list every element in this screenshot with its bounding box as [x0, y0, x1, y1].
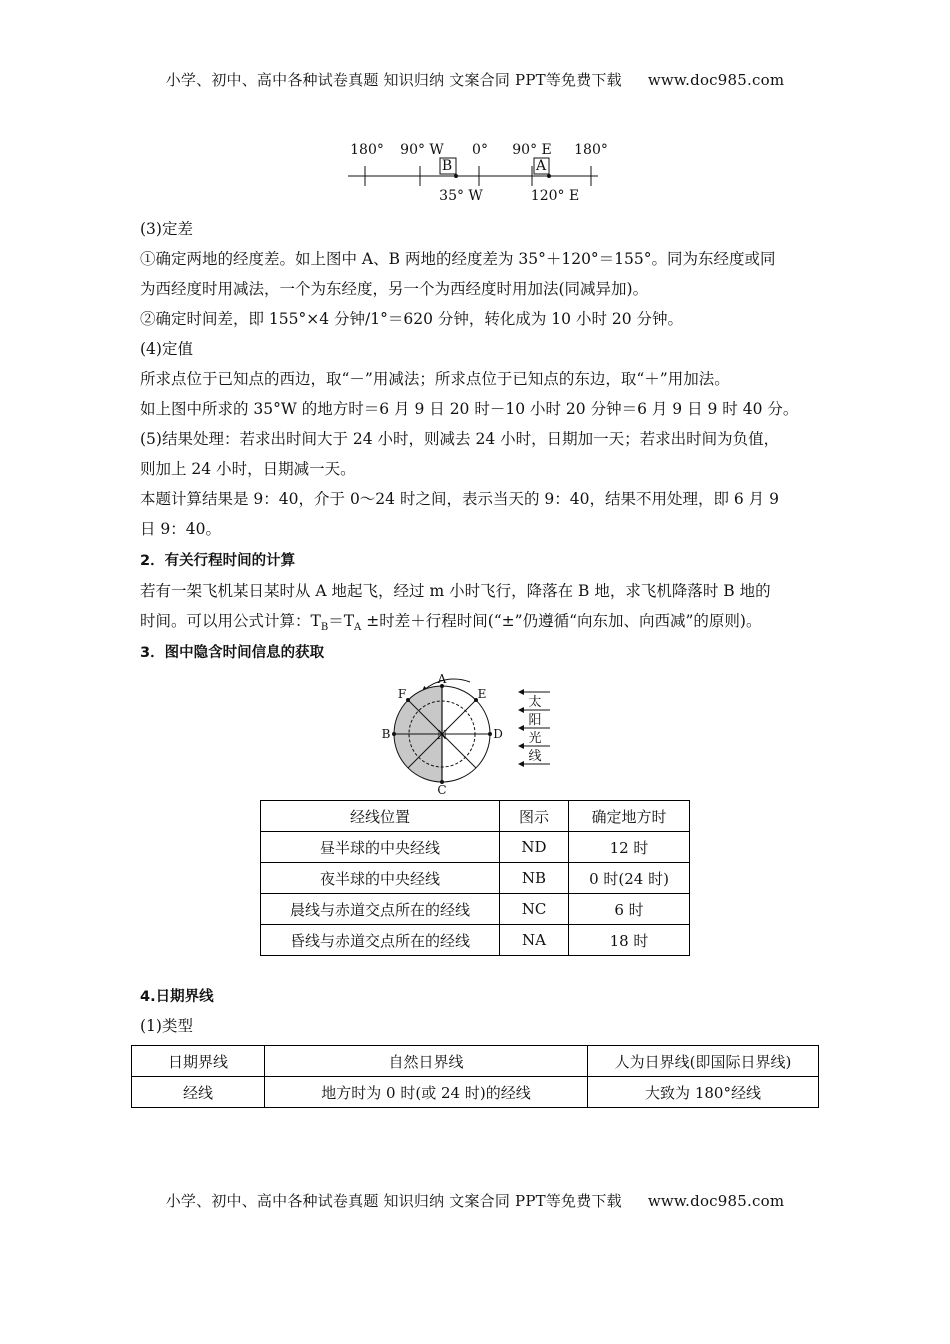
table-cell: NB [500, 863, 569, 894]
sun-char-2: 阳 [528, 713, 542, 728]
meridian-time-table [260, 800, 690, 956]
date-line-table [131, 1045, 819, 1108]
page-header [0, 69, 950, 90]
para-l14: (1)类型 [140, 1017, 193, 1035]
page-footer [0, 1190, 950, 1211]
para-l9: 则加上 24 小时，日期减一天。 [140, 460, 356, 478]
footer-text: 小学、初中、高中各种试卷真题 知识归纳 文案合同 PPT等免费下载 [165, 1192, 622, 1210]
para-l2: ①确定两地的经度差。如上图中 A、B 两地的经度差为 35°＋120°＝155°。同为东经度或同 [140, 250, 776, 268]
point-a-label: A [535, 158, 547, 174]
footer-url[interactable]: www.doc985.com [647, 1192, 785, 1210]
formula-sub-b: B [320, 622, 329, 634]
lon-label-90w: 90° W [400, 142, 444, 158]
para-l11: 日 9：40。 [140, 520, 222, 538]
sun-char-3: 光 [528, 731, 542, 746]
table-header-cell: 确定地方时 [569, 801, 690, 832]
para-l10: 本题计算结果是 9：40，介于 0～24 时之间，表示当天的 9：40，结果不用处理，即 6 月 9 [140, 490, 779, 508]
heading-2: 2．有关行程时间的计算 [140, 553, 296, 569]
table-row [261, 894, 690, 925]
day-night-circle-diagram [380, 670, 560, 796]
formula-part-a: 时间。可以用公式计算：T [140, 612, 321, 630]
table-cell: 夜半球的中央经线 [261, 863, 500, 894]
table-cell: 6 时 [569, 894, 690, 925]
table-cell: 晨线与赤道交点所在的经线 [261, 894, 500, 925]
lon-label-35w: 35° W [439, 188, 483, 204]
point-b-label: B [441, 158, 453, 174]
table-header-cell: 经线位置 [261, 801, 500, 832]
table-row [261, 925, 690, 956]
sun-char-1: 太 [528, 695, 542, 710]
table-cell: 经线 [132, 1077, 265, 1108]
header-text: 小学、初中、高中各种试卷真题 知识归纳 文案合同 PPT等免费下载 [165, 71, 622, 89]
table-cell: 昼半球的中央经线 [261, 832, 500, 863]
table-cell: 大致为 180°经线 [588, 1077, 819, 1108]
table-row [261, 863, 690, 894]
para-l4: ②确定时间差，即 155°×4 分钟/1°＝620 分钟，转化成为 10 小时 20 分钟。 [140, 310, 684, 328]
formula-part-c: ±时差＋行程时间(“±”仍遵循“向东加、向西减”的原则)。 [361, 612, 762, 630]
point-C: C [437, 783, 447, 796]
header-url[interactable]: www.doc985.com [647, 71, 785, 89]
point-b-dot [454, 174, 458, 178]
table-cell: 12 时 [569, 832, 690, 863]
formula-sub-a: A [354, 622, 362, 634]
para-l7: 如上图中所求的 35°W 的地方时＝6 月 9 日 20 时－10 小时 20 分钟＝6 月 9 日 9 时 40 分。 [140, 400, 799, 418]
table-cell: 昏线与赤道交点所在的经线 [261, 925, 500, 956]
para-l12: 若有一架飞机某日某时从 A 地起飞，经过 m 小时飞行，降落在 B 地，求飞机降落时 B 地的 [140, 582, 771, 600]
table-cell: NC [500, 894, 569, 925]
table-header-cell: 图示 [500, 801, 569, 832]
point-N: N [436, 728, 448, 742]
lon-label-120e: 120° E [530, 188, 580, 204]
table-cell: ND [500, 832, 569, 863]
para-l1: (3)定差 [140, 220, 193, 238]
table-header-cell: 自然日界线 [265, 1046, 588, 1077]
heading-4: 4.日期界线 [140, 989, 214, 1005]
point-B: B [381, 727, 391, 741]
table-row [132, 1077, 819, 1108]
table-cell: NA [500, 925, 569, 956]
table-row [261, 832, 690, 863]
point-a-dot [547, 174, 551, 178]
lon-label-180e: 180° [574, 142, 608, 158]
formula-part-b: ＝T [328, 612, 355, 630]
para-l5: (4)定值 [140, 340, 193, 358]
table-cell: 地方时为 0 时(或 24 时)的经线 [265, 1077, 588, 1108]
para-l3: 为西经度时用减法，一个为东经度，另一个为西经度时用加法(同减异加)。 [140, 280, 649, 298]
table-header-row [132, 1046, 819, 1077]
table-cell: 0 时(24 时) [569, 863, 690, 894]
table-header-cell: 人为日界线(即国际日界线) [588, 1046, 819, 1077]
point-A: A [437, 672, 447, 686]
table-header-row [261, 801, 690, 832]
point-F: F [397, 687, 407, 701]
table-header-cell: 日期界线 [132, 1046, 265, 1077]
sun-char-4: 线 [528, 749, 542, 764]
longitude-diagram [340, 136, 610, 208]
para-l6: 所求点位于已知点的西边，取“－”用减法；所求点位于已知点的东边，取“＋”用加法。 [140, 370, 730, 388]
para-l8: (5)结果处理：若求出时间大于 24 小时，则减去 24 小时，日期加一天；若求出时间为负值， [140, 430, 780, 448]
heading-3: 3．图中隐含时间信息的获取 [140, 645, 325, 661]
lon-label-90e: 90° E [512, 142, 552, 158]
point-D: D [493, 727, 503, 741]
lon-label-180w: 180° [350, 142, 384, 158]
point-E: E [477, 687, 487, 701]
table-cell: 18 时 [569, 925, 690, 956]
lon-label-0: 0° [472, 142, 488, 158]
